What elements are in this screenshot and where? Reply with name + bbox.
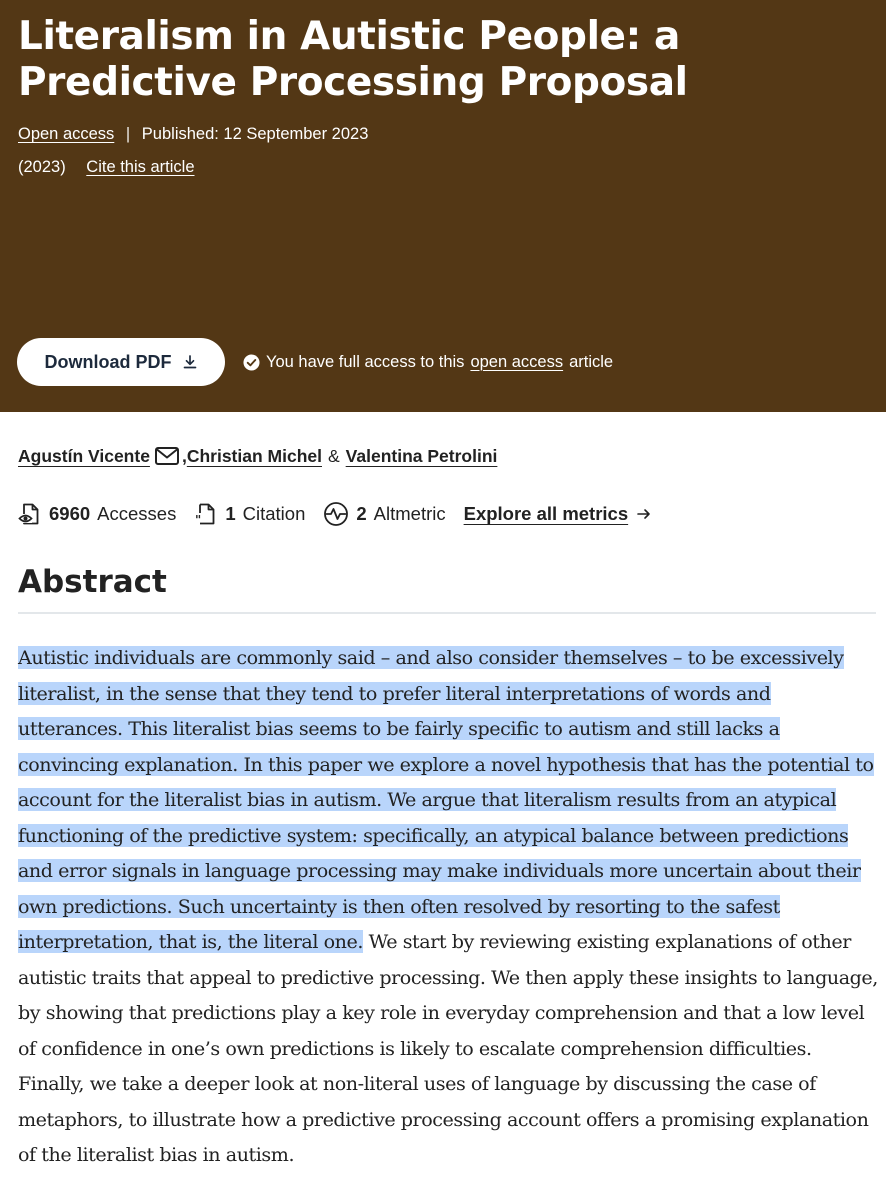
author-comma: , xyxy=(181,446,187,466)
download-pdf-button[interactable] xyxy=(17,338,225,386)
arrow-right-icon xyxy=(636,506,652,522)
access-prefix: You have full access to this xyxy=(266,352,465,371)
explore-metrics-label: Explore all metrics xyxy=(463,503,629,524)
accesses-label: Accesses xyxy=(97,503,177,524)
section-divider xyxy=(18,612,876,614)
selected-text[interactable]: Autistic individuals are commonly said – and also consider themselves – to be excessively literalist, in the sense that they tend to prefer literal interpretations of words and utterances. This literalist bias seems to be fairly specific to autism and still lacks a convincing explanation. In this paper we explore a novel hypothesis that has the potential to account for the literalist bias in autism. We argue that literalism results from an atypical functioning of the predictive system: specifically, an atypical balance between predictions and error signals in language processing may make individuals more uncertain about their own predictions. Such uncertainty is then often resolved by resorting to the safest interpretation, that is, the literal one. xyxy=(18,646,874,953)
author-link-3[interactable]: Valentina Petrolini xyxy=(345,446,498,466)
download-pdf-label: Download PDF xyxy=(44,351,172,372)
access-suffix: article xyxy=(569,352,614,371)
accesses-icon xyxy=(18,502,42,526)
meta-separator: | xyxy=(125,125,131,143)
citation-icon xyxy=(194,502,218,526)
altmetric-icon xyxy=(323,501,349,527)
article-year: (2023) xyxy=(18,158,66,176)
open-access-info-link[interactable]: open access xyxy=(470,352,564,371)
article-hero xyxy=(0,0,886,412)
article-citation-line xyxy=(18,156,195,178)
altmetric-count: 2 xyxy=(356,503,367,524)
altmetric-label: Altmetric xyxy=(373,503,446,524)
explore-metrics-link[interactable] xyxy=(464,503,653,525)
cite-article-link[interactable]: Cite this article xyxy=(86,158,195,176)
article-meta xyxy=(18,123,368,145)
full-access-notice xyxy=(243,350,613,374)
check-circle-icon xyxy=(243,354,260,371)
metric-altmetric xyxy=(323,501,445,527)
abstract-heading: Abstract xyxy=(18,564,167,600)
download-icon xyxy=(182,354,198,370)
metric-citations xyxy=(194,502,305,526)
article-title: Literalism in Autistic People: a Predictive Processing Proposal xyxy=(18,14,688,105)
citations-label: Citation xyxy=(242,503,306,524)
svg-text:": " xyxy=(195,513,202,526)
published-date: Published: 12 September 2023 xyxy=(141,125,369,143)
author-link-1[interactable]: Agustín Vicente xyxy=(18,446,150,466)
accesses-count: 6960 xyxy=(49,503,91,524)
open-access-link[interactable]: Open access xyxy=(18,125,115,143)
abstract-remaining-text: We start by reviewing existing explanations of other autistic traits that appeal to predictive processing. We then apply these insights to language, by showing that predictions play a key role in everyday comprehension and that a low level of confidence in one’s own predictions is likely to escalate comprehension difficulties. Finally, we take a deeper look at non-literal uses of language by discussing the case of metaphors, to illustrate how a predictive processing account offers a promising explanation of the literalist bias in autism. xyxy=(18,930,878,1166)
article-metrics xyxy=(18,500,652,528)
citations-count: 1 xyxy=(225,503,236,524)
mail-icon[interactable] xyxy=(154,446,180,466)
author-link-2[interactable]: Christian Michel xyxy=(186,446,322,466)
author-list xyxy=(18,444,497,468)
abstract-body[interactable] xyxy=(18,640,878,1173)
metric-accesses xyxy=(18,502,176,526)
author-ampersand: & xyxy=(327,446,340,466)
